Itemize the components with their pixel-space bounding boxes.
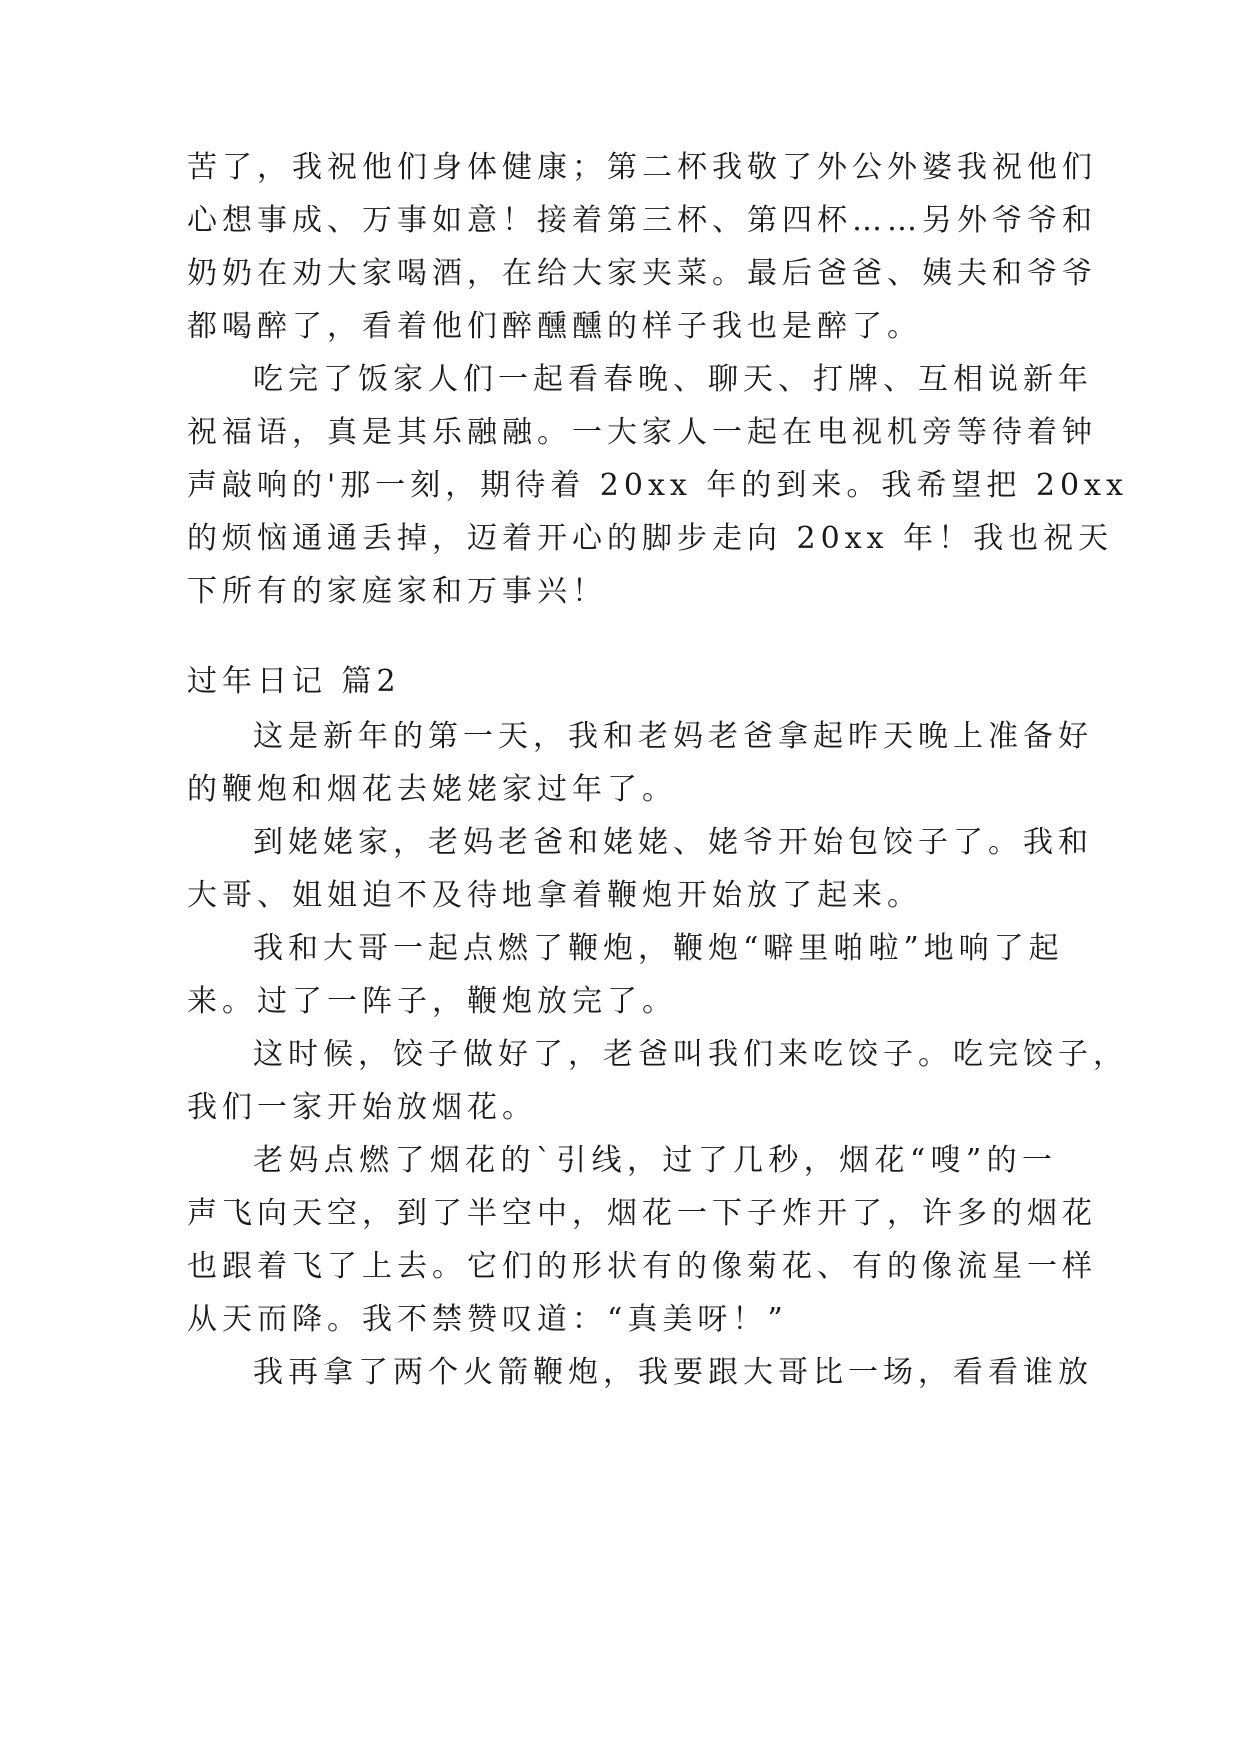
paragraph-line: 从天而降。我不禁赞叹道：“真美呀！”	[187, 1302, 788, 1337]
paragraph-line: 下所有的家庭家和万事兴！	[187, 574, 607, 609]
paragraph-line: 老妈点燃了烟花的`引线，过了几秒，烟花“嗖”的一	[253, 1143, 1057, 1178]
paragraph-line: 这时候，饺子做好了，老爸叫我们来吃饺子。吃完饺子，	[253, 1037, 1128, 1072]
paragraph-line: 都喝醉了，看着他们醉醺醺的样子我也是醉了。	[187, 309, 922, 344]
paragraph-line: 祝福语，真是其乐融融。一大家人一起在电视机旁等待着钟	[187, 415, 1097, 450]
paragraph-line: 大哥、姐姐迫不及待地拿着鞭炮开始放了起来。	[187, 878, 922, 913]
paragraph-line: 心想事成、万事如意！接着第三杯、第四杯……另外爷爷和	[187, 203, 1097, 238]
paragraph-line: 我和大哥一起点燃了鞭炮，鞭炮“噼里啪啦”地响了起	[253, 931, 1064, 966]
paragraph-line: 我们一家开始放烟花。	[187, 1090, 537, 1125]
paragraph-line: 也跟着飞了上去。它们的形状有的像菊花、有的像流星一样	[187, 1249, 1097, 1284]
section-heading: 过年日记 篇2	[187, 664, 401, 699]
paragraph-line: 吃完了饭家人们一起看春晚、聊天、打牌、互相说新年	[253, 362, 1093, 397]
paragraph-line: 奶奶在劝大家喝酒，在给大家夹菜。最后爸爸、姨夫和爷爷	[187, 256, 1097, 291]
paragraph-line: 的烦恼通通丢掉，迈着开心的脚步走向 20xx 年！我也祝天	[187, 521, 1114, 556]
paragraph-line: 到姥姥家，老妈老爸和姥姥、姥爷开始包饺子了。我和	[253, 825, 1093, 860]
paragraph-line: 苦了，我祝他们身体健康；第二杯我敬了外公外婆我祝他们	[187, 150, 1097, 185]
paragraph-line: 来。过了一阵子，鞭炮放完了。	[187, 984, 677, 1019]
paragraph-line: 我再拿了两个火箭鞭炮，我要跟大哥比一场，看看谁放	[253, 1355, 1093, 1390]
paragraph-line: 声敲响的'那一刻，期待着 20xx 年的到来。我希望把 20xx	[187, 468, 1128, 503]
paragraph-line: 这是新年的第一天，我和老妈老爸拿起昨天晚上准备好	[253, 719, 1093, 754]
paragraph-line: 声飞向天空，到了半空中，烟花一下子炸开了，许多的烟花	[187, 1196, 1097, 1231]
paragraph-line: 的鞭炮和烟花去姥姥家过年了。	[187, 772, 677, 807]
